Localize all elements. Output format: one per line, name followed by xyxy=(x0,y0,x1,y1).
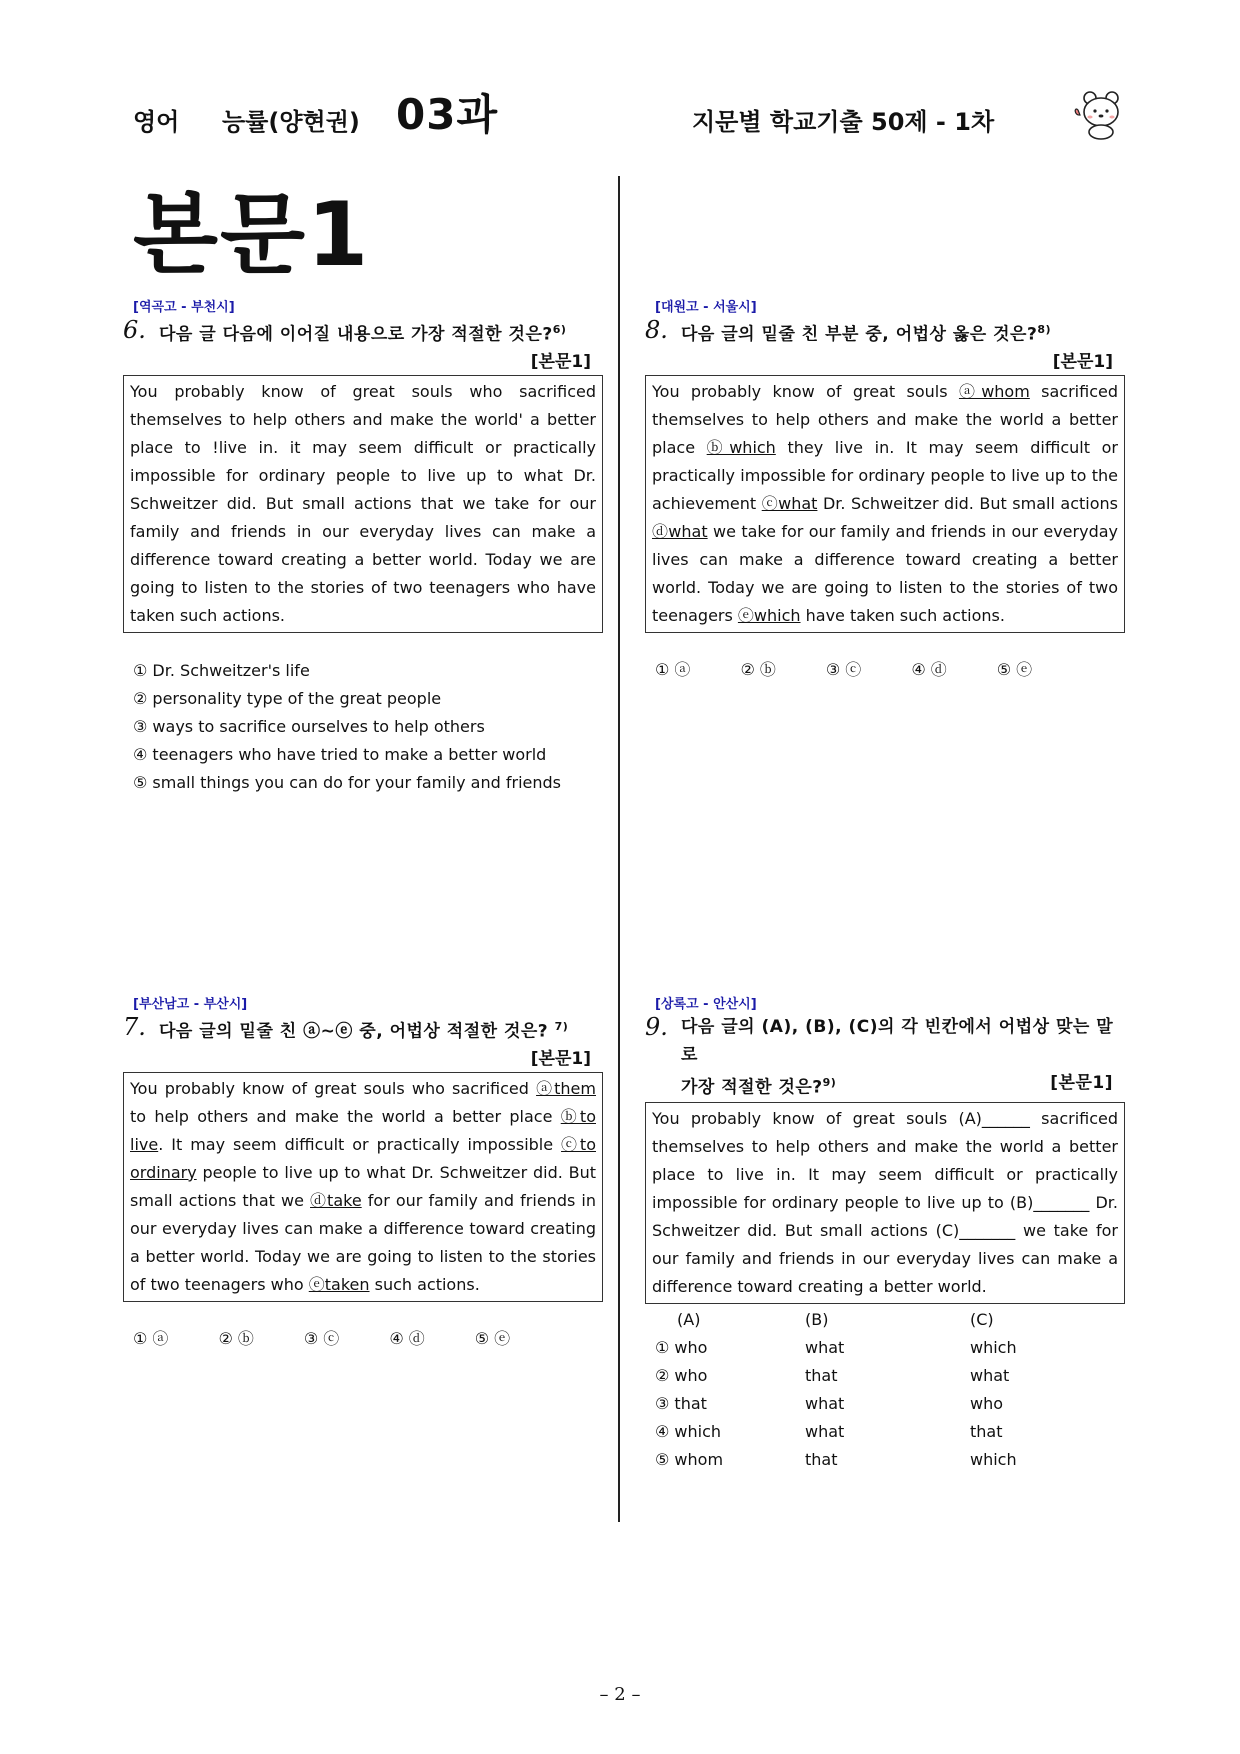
bear-mascot-icon xyxy=(1072,88,1130,140)
question-prompt: 다음 글의 밑줄 친 ⓐ~ⓔ 중, 어법상 적절한 것은? $^{7)}$ xyxy=(159,1020,569,1042)
passage-tag: [본문1] xyxy=(1052,351,1113,372)
underline-d: ⓓtake xyxy=(310,1190,362,1210)
question-6 xyxy=(123,296,603,797)
choice-5[interactable]: ⑤ ⓔ xyxy=(996,659,1033,679)
choice-4[interactable]: ④ which what that xyxy=(655,1421,1003,1441)
question-number: 9. xyxy=(645,1013,668,1041)
question-8 xyxy=(645,296,1125,680)
question-number: 6. xyxy=(123,316,146,344)
question-prompt-continued: 가장 적절한 것은?$^{9)}$ xyxy=(681,1076,837,1098)
blank-c: _______ xyxy=(959,1220,1016,1240)
question-number: 7. xyxy=(123,1013,146,1041)
underline-e: ⓔtaken xyxy=(308,1274,370,1294)
underline-e: ⓔwhich xyxy=(737,605,801,625)
choice-2[interactable]: ② ⓑ xyxy=(218,1328,254,1348)
question-7 xyxy=(123,993,603,1349)
publisher-label: 능률(양현권) xyxy=(222,108,360,136)
question-source: [역곡고 - 부천시] xyxy=(133,300,235,315)
underline-a: ⓐwhom xyxy=(958,381,1030,401)
blank-a: ______ xyxy=(981,1108,1030,1128)
passage-box: You probably know of great souls who sacrificed ⓐthem to help others and make the world a better place ⓑto live. It may seem difficult or practically impossible ⓒto ordinary people to live up to what Dr. Schweitzer did. But small actions that we ⓓtake for our family and friends in our everyday lives can make a difference toward creating a better world. Today we are going to listen to the stories of two teenagers who ⓔtaken such actions. xyxy=(123,1072,603,1302)
series-title: 지문별 학교기출 50제 - 1차 xyxy=(692,108,995,136)
passage-box: You probably know of great souls (A)______ sacrificed themselves to help others and make the world a better place to live in. It may seem difficult or practically impossible for ordinary people to live up to (B)_______ Dr. Schweitzer did. But small actions (C)_______ we take for our family and friends in our everyday lives can make a difference toward creating a better world. xyxy=(645,1102,1125,1304)
page-number: – 2 – xyxy=(599,1684,641,1705)
answer-table-header: (A) (B) (C) xyxy=(677,1309,994,1329)
underline-d: ⓓwhat xyxy=(652,521,708,541)
page-header xyxy=(0,80,1240,140)
choice-4[interactable]: ④ ⓓ xyxy=(389,1328,425,1348)
choice-4[interactable]: ④ teenagers who have tried to make a better world xyxy=(133,744,547,764)
passage-tag: [본문1] xyxy=(530,351,591,372)
choice-4[interactable]: ④ ⓓ xyxy=(911,659,947,679)
question-prompt: 다음 글의 밑줄 친 부분 중, 어법상 옳은 것은?$^{8)}$ xyxy=(681,323,1052,345)
choice-2[interactable]: ② ⓑ xyxy=(740,659,776,679)
choice-1[interactable]: ① ⓐ xyxy=(133,1328,169,1348)
passage-box: You probably know of great souls who sacrificed themselves to help others and make the world' a better place to !live in. it may seem difficult or practically impossible for ordinary people to live up to what Dr. Schweitzer did. But small actions that we take for our family and friends in our everyday lives can make a difference toward creating a better world. Today we are going to listen to the stories of two teenagers who have taken such actions. xyxy=(123,375,603,633)
question-source: [상록고 - 안산시] xyxy=(655,997,757,1012)
choice-5[interactable]: ⑤ whom that which xyxy=(655,1449,1017,1469)
blank-b: _______ xyxy=(1033,1192,1090,1212)
choice-1[interactable]: ① who what which xyxy=(655,1337,1017,1357)
passage-tag: [본문1] xyxy=(1050,1073,1113,1093)
choice-2[interactable]: ② who that what xyxy=(655,1365,1010,1385)
section-title: 본문1 xyxy=(133,183,371,286)
underline-c: ⓒto ordinary xyxy=(130,1134,596,1182)
choice-1[interactable]: ① Dr. Schweitzer's life xyxy=(133,660,310,680)
underline-a: ⓐthem xyxy=(536,1078,596,1098)
choice-3[interactable]: ③ ⓒ xyxy=(825,659,862,679)
question-source: [대원고 - 서울시] xyxy=(655,300,757,315)
answer-choices xyxy=(645,657,1125,680)
choice-5[interactable]: ⑤ small things you can do for your family and friends xyxy=(133,772,561,792)
choice-5[interactable]: ⑤ ⓔ xyxy=(474,1328,511,1348)
passage-tag: [본문1] xyxy=(530,1048,591,1069)
underline-b: ⓑto live xyxy=(130,1106,596,1154)
question-prompt: 다음 글의 (A), (B), (C)의 각 빈칸에서 어법상 맞는 말로 xyxy=(681,1017,1114,1065)
question-9 xyxy=(645,993,1125,1474)
choice-1[interactable]: ① ⓐ xyxy=(655,659,691,679)
choice-2[interactable]: ② personality type of the great people xyxy=(133,688,442,708)
question-number: 8. xyxy=(645,316,668,344)
question-prompt: 다음 글 다음에 이어질 내용으로 가장 적절한 것은?$^{6)}$ xyxy=(159,323,567,345)
column-divider xyxy=(618,176,620,1522)
answer-table xyxy=(645,1306,1125,1474)
passage-box: You probably know of great souls ⓐwhom sacrificed themselves to help others and make the world a better place ⓑwhich they live in. It may seem difficult or practically impossible for ordinary people to live up to the achievement ⓒwhat Dr. Schweitzer did. But small actions ⓓwhat we take for our family and friends in our everyday lives can make a difference toward creating a better world. Today we are going to listen to the stories of two teenagers ⓔwhich have taken such actions. xyxy=(645,375,1125,633)
answer-choices xyxy=(123,657,603,797)
choice-3[interactable]: ③ ⓒ xyxy=(303,1328,340,1348)
choice-3[interactable]: ③ that what who xyxy=(655,1393,1004,1413)
underline-c: ⓒwhat xyxy=(761,493,818,513)
underline-b: ⓑwhich xyxy=(706,437,776,457)
choice-3[interactable]: ③ ways to sacrifice ourselves to help others xyxy=(133,716,485,736)
lesson-number: 03과 xyxy=(396,90,499,139)
answer-choices xyxy=(123,1326,603,1349)
subject-label: 영어 xyxy=(133,108,180,136)
question-source: [부산남고 - 부산시] xyxy=(133,997,248,1012)
